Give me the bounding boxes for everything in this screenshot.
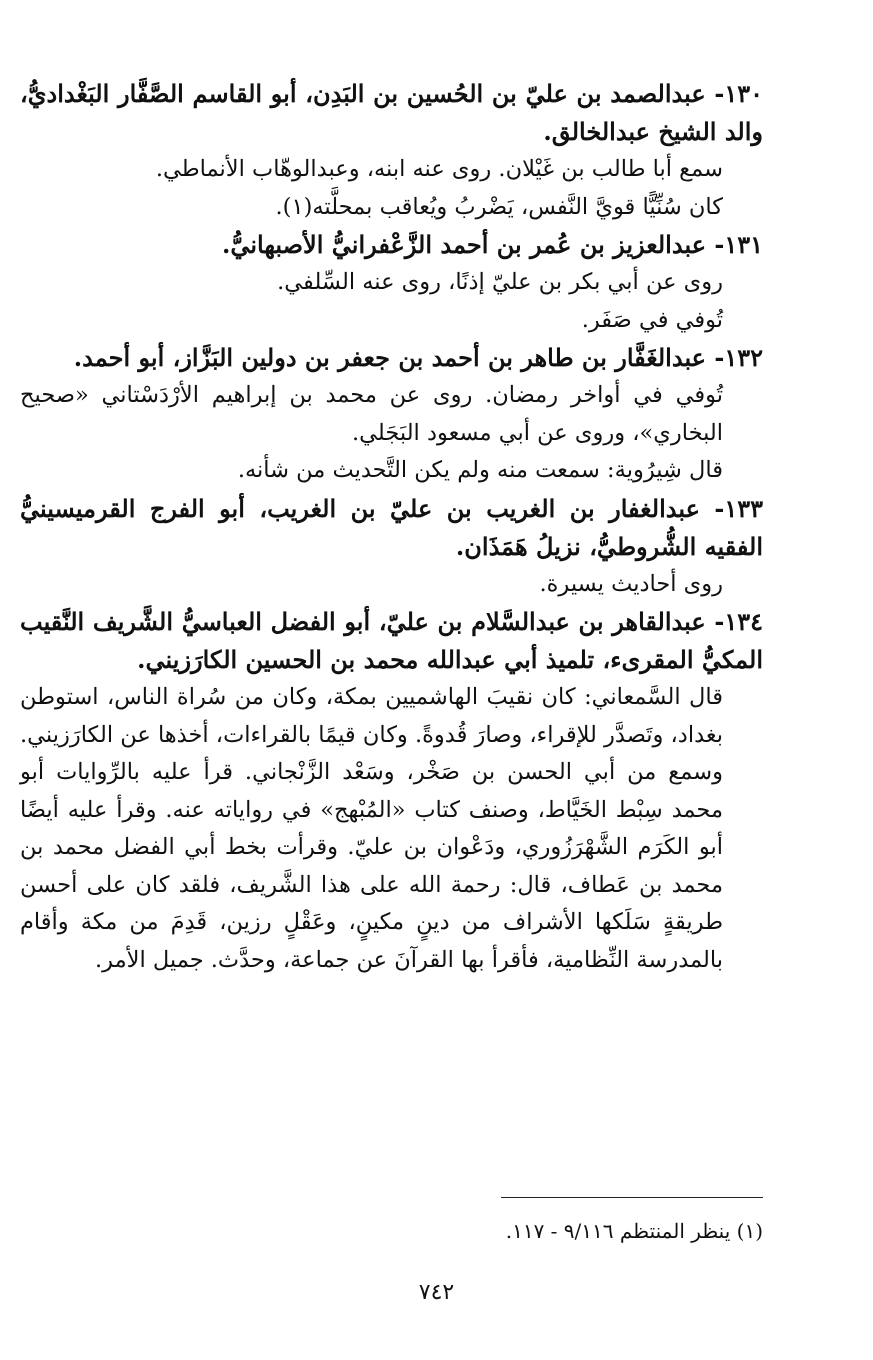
- entry-heading-134: ١٣٤- عبدالقاهر بن عبدالسَّلام بن عليّ، أبو الفضل العباسيُّ الشَّريف النَّقيب المكيُّ المقرىء، تلميذ أبي عبدالله محمد بن الحسين الكارَزيني.: [20, 607, 763, 674]
- entry-text: تُوفي في صَفَر.: [581, 306, 723, 333]
- entry-heading-130: ١٣٠- عبدالصمد بن عليّ بن الحُسين بن البَدِن، أبو القاسم الصَّفَّار البَغْداديُّ، والد الشيخ عبدالخالق.: [20, 79, 763, 146]
- entry-text: روى أحاديث يسيرة.: [539, 570, 723, 597]
- entry-text: قال شِيرُوية: سمعت منه ولم يكن التَّحديث من شأنه.: [237, 457, 723, 483]
- entry-text: روى عن أبي بكر بن عليّ إذنًا، روى عنه السِّلفي.: [277, 269, 723, 295]
- page-number: ٧٤٢: [418, 1280, 455, 1305]
- main-text: [20, 75, 763, 979]
- entry-text: سمع أبا طالب بن غَيْلان. روى عنه ابنه، وعبدالوهّاب الأنماطي.: [155, 156, 723, 182]
- entry-heading-131: ١٣١- عبدالعزيز بن عُمر بن أحمد الزَّعْفرانيُّ الأصبهانيُّ.: [222, 230, 763, 259]
- entry-text: كان سُنِّيًّا قويَّ النَّفس، يَضْربُ ويُعاقب بمحلَّته(١).: [275, 193, 723, 220]
- footnote-separator: [501, 1197, 763, 1198]
- entry-text: قال السَّمعاني: كان نقيبَ الهاشميين بمكة، وكان من سُراة الناس، استوطن بغداد، وتَصدَّر للإقراء، وصارَ قُدوةً. وكان قيمًا بالقراءات، أخذها عن الكارَزيني. وسمع من أبي الحسن بن صَخْر، وسَعْد الزَّنْجاني. قرأ عليه بالرِّوايات أبو محمد سِبْط الخَيَّاط، وصنف كتاب «المُبْهج» في رواياته عنه. وقرأ عليه أيضًا أبو الكَرَم الشَّهْرَزُوري، ودَعْوان بن عليّ. وقرأت بخط أبي الفضل محمد بن محمد بن عَطاف، قال: رحمة الله على هذا الشَّريف، فلقد كان على أحسن طريقةٍ سَلَكها الأشراف من دينٍ مكينٍ، وعَقْلٍ رزين، قَدِمَ من مكة وأقام بالمدرسة النِّظامية، فأقرأ بها القرآنَ عن جماعة، وحدَّث. جميل الأمر.: [20, 684, 723, 973]
- footnote: (١) ينظر المنتظم ٩/١١٦ - ١١٧.: [505, 1219, 763, 1243]
- entry-heading-133: ١٣٣- عبدالغفار بن الغريب بن عليّ بن الغريب، أبو الفرج القرميسينيُّ الفقيه الشُّروطيُّ، نزيلُ هَمَذَان.: [20, 493, 763, 561]
- entry-text: تُوفي في أواخر رمضان. روى عن محمد بن إبراهيم الأرْدَسْتاني «صحيح البخاري»، وروى عن أبي مسعود البَجَلي.: [20, 382, 723, 446]
- entry-heading-132: ١٣٢- عبدالغَفَّار بن طاهر بن أحمد بن جعفر بن دولين البَزَّاز، أبو أحمد.: [73, 343, 763, 372]
